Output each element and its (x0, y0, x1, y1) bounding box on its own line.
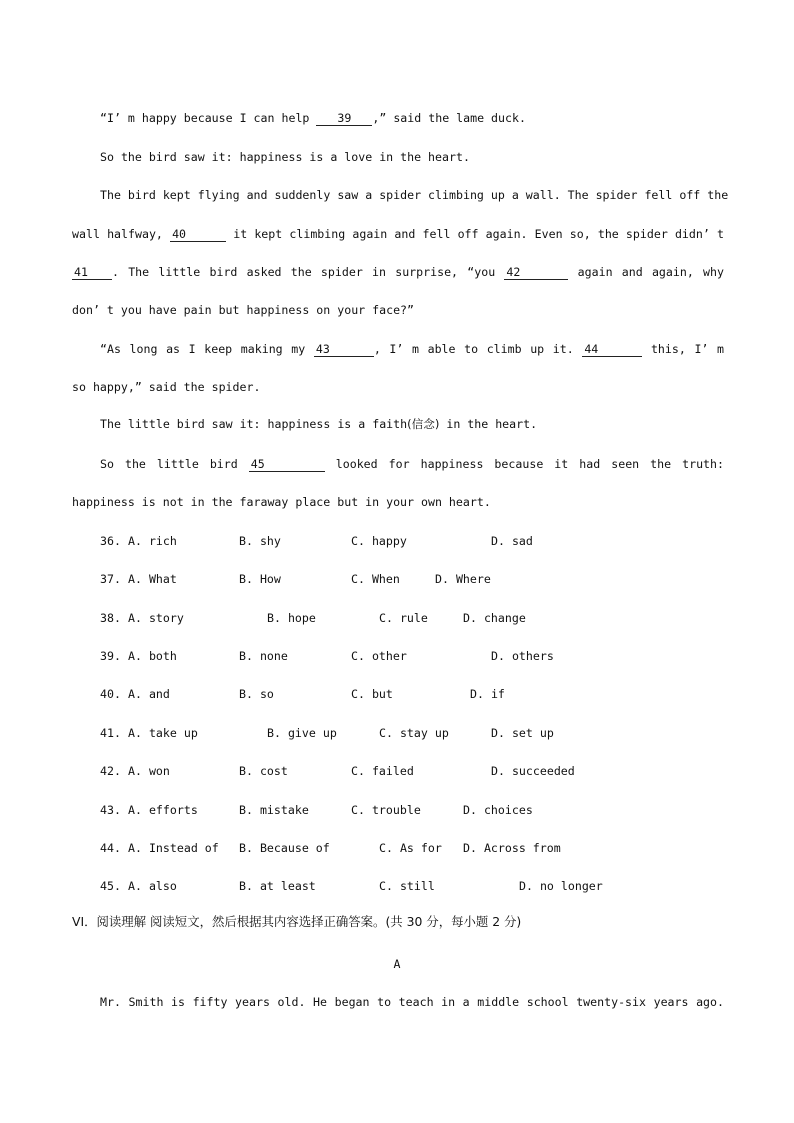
reading-first-line: Mr. Smith is fifty years old. He began to teach in a middle school twenty-six years ago. (100, 995, 724, 1009)
passage-text: wall halfway, (72, 227, 171, 241)
passage-gloss: (信念) (407, 417, 440, 431)
option-c: C. happy (351, 534, 407, 548)
passage-text: “I’ m happy because I can help (100, 111, 317, 125)
blank-40: 40 (170, 228, 226, 242)
passage-text: ,” said the lame duck. (372, 111, 526, 125)
option-a: A. won (128, 764, 170, 778)
option-d: D. sad (491, 534, 533, 548)
blank-41: 41 (72, 266, 112, 280)
option-d: D. change (463, 611, 526, 625)
option-b: B. cost (239, 764, 288, 778)
option-c: C. but (351, 687, 393, 701)
passage-text: this, I’ m (642, 342, 724, 356)
passage-line-8: so happy,” said the spider. (72, 380, 261, 394)
question-number: 42. (100, 764, 121, 778)
passage-line-2: So the bird saw it: happiness is a love in the heart. (100, 150, 470, 164)
option-d: D. choices (463, 803, 533, 817)
option-a: A. also (128, 879, 177, 893)
option-b: B. so (239, 687, 274, 701)
question-number: 44. (100, 841, 121, 855)
passage-line-5 (72, 264, 724, 280)
blank-42: 42 (504, 266, 568, 280)
option-a: A. and (128, 687, 170, 701)
question-number: 41. (100, 726, 121, 740)
option-a: A. take up (128, 726, 198, 740)
option-c: C. rule (379, 611, 428, 625)
passage-text: looked for happiness because it had seen the truth: (324, 457, 724, 471)
question-number: 40. (100, 687, 121, 701)
blank-39: 39 (316, 112, 372, 126)
option-a: A. rich (128, 534, 177, 548)
option-d: D. others (491, 649, 554, 663)
option-d: D. set up (491, 726, 554, 740)
option-c: C. trouble (351, 803, 421, 817)
passage-text: in the heart. (439, 417, 538, 431)
passage-line-7 (100, 341, 724, 357)
option-c: C. still (379, 879, 435, 893)
option-b: B. mistake (239, 803, 309, 817)
question-number: 45. (100, 879, 121, 893)
passage-text: , I’ m able to climb up it. (373, 342, 583, 356)
passage-line-9 (100, 416, 724, 432)
reading-part-label: A (393, 957, 401, 971)
blank-43: 43 (314, 343, 374, 357)
option-c: C. When (351, 572, 400, 586)
option-a: A. story (128, 611, 184, 625)
question-number: 36. (100, 534, 121, 548)
option-b: B. hope (267, 611, 316, 625)
option-d: D. succeeded (491, 764, 575, 778)
passage-line-10 (100, 456, 724, 472)
passage-line-11: happiness is not in the faraway place but in your own heart. (72, 495, 491, 509)
passage-line-3: The bird kept flying and suddenly saw a spider climbing up a wall. The spider fell off the (100, 188, 729, 202)
passage-line-1 (100, 110, 724, 126)
option-b: B. give up (267, 726, 337, 740)
option-b: B. shy (239, 534, 281, 548)
passage-line-4 (72, 226, 724, 242)
question-number: 39. (100, 649, 121, 663)
option-a: A. both (128, 649, 177, 663)
option-c: C. other (351, 649, 407, 663)
section-heading: VI．阅读理解 阅读短文，然后根据其内容选择正确答案。(共 30 分，每小题 2 分) (72, 914, 522, 929)
blank-45: 45 (249, 458, 325, 472)
option-d: D. Across from (463, 841, 561, 855)
option-b: B. none (239, 649, 288, 663)
passage-text: again and again, why (568, 265, 724, 279)
passage-text: “As long as I keep making my (100, 342, 314, 356)
option-b: B. Because of (239, 841, 330, 855)
passage-text: So the little bird (100, 457, 249, 471)
option-c: C. failed (351, 764, 414, 778)
question-number: 43. (100, 803, 121, 817)
option-a: A. efforts (128, 803, 198, 817)
passage-text: . The little bird asked the spider in surprise, “you (112, 265, 505, 279)
option-d: D. Where (435, 572, 491, 586)
blank-44: 44 (582, 343, 642, 357)
option-d: D. if (470, 687, 505, 701)
option-b: B. at least (239, 879, 316, 893)
option-c: C. As for (379, 841, 442, 855)
option-c: C. stay up (379, 726, 449, 740)
option-d: D. no longer (519, 879, 603, 893)
option-b: B. How (239, 572, 281, 586)
option-a: A. What (128, 572, 177, 586)
question-number: 37. (100, 572, 121, 586)
question-number: 38. (100, 611, 121, 625)
passage-text: The little bird saw it: happiness is a faith (100, 417, 408, 431)
passage-text: it kept climbing again and fell off again. Even so, the spider didn’ t (226, 227, 724, 241)
passage-line-6: don’ t you have pain but happiness on your face?” (72, 303, 415, 317)
option-a: A. Instead of (128, 841, 219, 855)
